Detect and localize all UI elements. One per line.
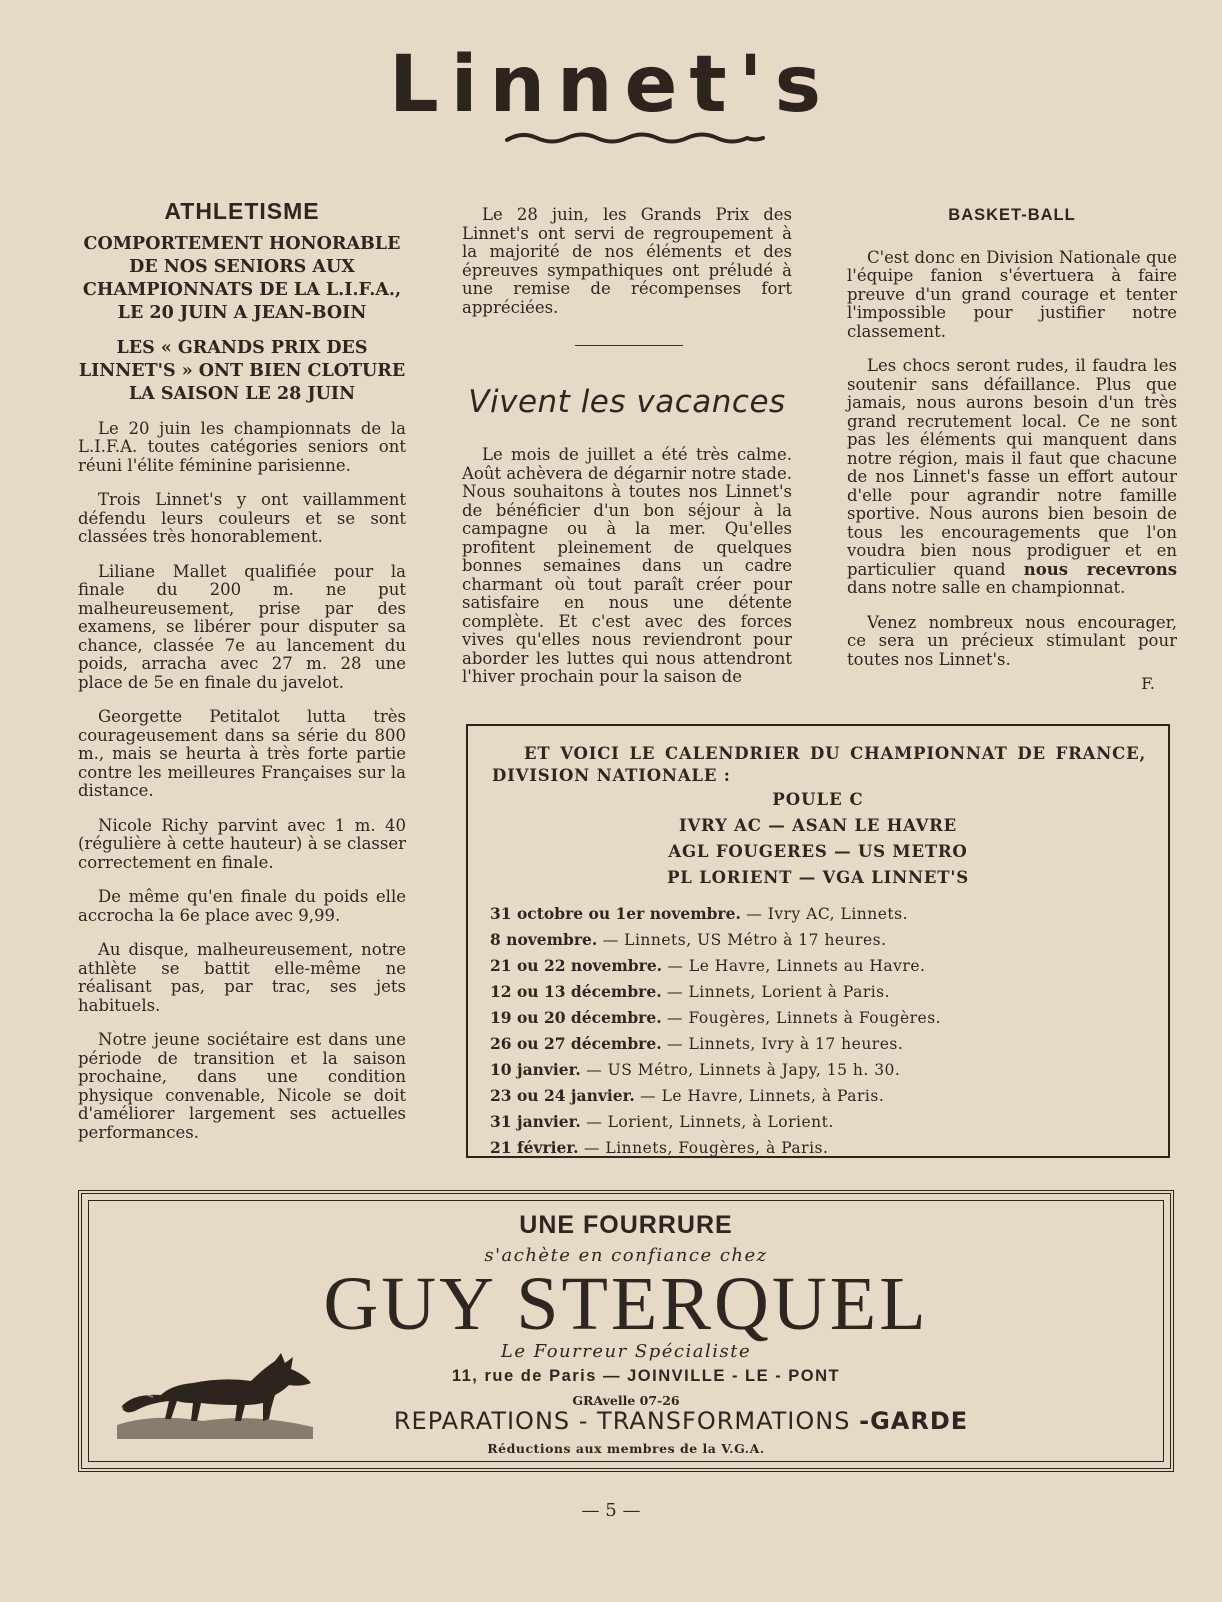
fixture-details: — Linnets, Ivry à 17 heures.	[667, 1035, 904, 1053]
athletisme-paragraph: Notre jeune sociétaire est dans une période de transition et la saison prochaine, dans une condition physique convenable, Nicole se doit d'améliorer largement ses actuelles performances.	[78, 1030, 406, 1142]
fixture-list	[490, 901, 1168, 1161]
fixture-date: 10 janvier.	[490, 1060, 581, 1079]
fixture-details: — Lorient, Linnets, à Lorient.	[586, 1113, 834, 1131]
calendar-box	[466, 724, 1170, 1158]
advert-brand-name: GUY STERQUEL	[323, 1262, 929, 1346]
poule-label: POULE C	[772, 790, 864, 809]
basket-paragraph-2	[847, 357, 1177, 598]
basket-paragraph: C'est donc en Division Nationale que l'équipe fanion s'évertuera à faire preuve d'un grand courage et tenter l'impossible pour justifier notre classement.	[847, 247, 1177, 341]
match-pairing: AGL FOUGERES — US METRO	[668, 842, 968, 861]
fixture-details: — Linnets, Lorient à Paris.	[667, 983, 891, 1001]
athletisme-column	[78, 198, 406, 1158]
fixture-row	[490, 1057, 1168, 1083]
masthead-title: Linnet's	[389, 40, 833, 130]
fixture-row	[490, 953, 1168, 979]
match-pairing: IVRY AC — ASAN LE HAVRE	[678, 816, 958, 835]
athletisme-paragraph: Au disque, malheureusement, notre athlète se battit elle-même ne réalisant pas, par trac, ses jets habituels.	[78, 940, 406, 1015]
advert-reduction: Réductions aux membres de la V.G.A.	[487, 1441, 765, 1456]
vacances-paragraph: Le mois de juillet a été très calme. Août achèvera de dégarnir notre stade. Nous souhaitons à toutes nos Linnet's de bénéficier d'un bon séjour à la campagne ou à la mer. Qu'elles profitent pleinement de quelques bonnes semaines dans un cadre charmant où tout paraît créer pour satisfaire en nous une détente complète. Et c'est avec des forces vives qu'elles nous reviendront pour aborder les luttes qui nous attendront l'hiver prochain pour la saison de	[462, 445, 792, 686]
fixture-details: — Fougères, Linnets à Fougères.	[667, 1009, 942, 1027]
wave-ornament	[505, 128, 765, 148]
athletisme-headline-2: LES « GRANDS PRIX DES LINNET'S » ONT BIEN CLOTURE LA SAISON LE 28 JUIN	[78, 337, 406, 404]
fixture-date: 8 novembre.	[490, 930, 598, 949]
fixture-row	[490, 979, 1168, 1005]
basket-p2-bold: nous recevrons	[1023, 559, 1177, 579]
fixture-row	[490, 927, 1168, 953]
fixture-row	[490, 901, 1168, 927]
basket-paragraph: Venez nombreux nous encourager, ce sera un précieux stimulant pour toutes nos Linnet's.	[847, 612, 1177, 669]
fixture-date: 19 ou 20 décembre.	[490, 1008, 662, 1027]
fixture-date: 21 février.	[490, 1138, 579, 1157]
grands-prix-article	[462, 206, 792, 333]
advert-subline: s'achète en confiance chez	[484, 1245, 768, 1266]
fixture-date: 23 ou 24 janvier.	[490, 1086, 635, 1105]
fixture-details: — Ivry AC, Linnets.	[746, 905, 909, 923]
fixture-date: 31 octobre ou 1er novembre.	[490, 904, 741, 923]
athletisme-paragraph: Nicole Richy parvint avec 1 m. 40 (régulière à cette hauteur) à se classer correctement en finale.	[78, 815, 406, 872]
advert-inner-frame	[88, 1200, 1164, 1462]
basket-title: BASKET-BALL	[948, 206, 1076, 224]
fixture-details: — Le Havre, Linnets au Havre.	[667, 957, 926, 975]
athletisme-paragraph: Trois Linnet's y ont vaillamment défendu leurs couleurs et se sont classées très honorablement.	[78, 490, 406, 546]
fur-advertisement	[78, 1190, 1174, 1472]
advert-headline: UNE FOURRURE	[519, 1211, 733, 1239]
vacances-article	[462, 446, 792, 703]
match-pairing: PL LORIENT — VGA LINNET'S	[667, 868, 969, 887]
athletisme-paragraph: De même qu'en finale du poids elle accrocha la 6e place avec 9,99.	[78, 887, 406, 925]
fixture-date: 12 ou 13 décembre.	[490, 982, 662, 1001]
fixture-row	[490, 1031, 1168, 1057]
basket-column	[847, 206, 1177, 694]
athletisme-paragraph: Liliane Mallet qualifiée pour la finale du 200 m. ne put malheureusement, prise par des examens, se libérer pour disputer sa chance, classée 7e au lancement du poids, arracha avec 27 m. 28 une place de 5e en finale du javelot.	[78, 561, 406, 692]
fixture-row	[490, 1083, 1168, 1109]
basket-p2-text: Les chocs seront rudes, il faudra les soutenir sans défaillance. Plus que jamais, nous aurons besoin d'un très grand recrutement local. Ce ne sont pas les éléments qui manquent dans notre région, mais il faut que chacune de nos Linnet's fasse un effort autour d'elle pour agrandir notre famille sportive. Nous aurons bien besoin de tous les encouragements que l'on voudra bien nous prodiguer et en particulier quand	[847, 356, 1177, 579]
advert-services-garde: -GARDE	[859, 1407, 969, 1435]
fixture-row	[490, 1109, 1168, 1135]
calendar-heading: ET VOICI LE CALENDRIER DU CHAMPIONNAT DE FRANCE, DIVISION NATIONALE :	[492, 744, 1146, 785]
fixture-details: — Linnets, Fougères, à Paris.	[583, 1139, 829, 1157]
article-divider	[575, 345, 683, 346]
fixture-date: 31 janvier.	[490, 1112, 581, 1131]
athletisme-paragraph: Le 20 juin les championnats de la L.I.F.A. toutes catégories seniors ont réuni l'élite féminine parisienne.	[78, 418, 406, 475]
basket-p2-end: dans notre salle en championnat.	[847, 578, 1126, 597]
signature: F.	[1141, 674, 1155, 693]
fixture-row	[490, 1135, 1168, 1161]
page-number: — 5 —	[581, 1500, 641, 1521]
athletisme-title: ATHLETISME	[164, 198, 320, 224]
vacances-title: Vivent les vacances	[468, 384, 786, 420]
advert-services-text: REPARATIONS - TRANSFORMATIONS	[393, 1407, 851, 1435]
fixture-row	[490, 1005, 1168, 1031]
fixture-date: 26 ou 27 décembre.	[490, 1034, 662, 1053]
advert-tagline: Le Fourreur Spécialiste	[500, 1341, 752, 1362]
grands-prix-paragraph: Le 28 juin, les Grands Prix des Linnet's ont servi de regroupement à la majorité de nos éléments et des épreuves sympathiques ont préludé à une remise de récompenses fort appréciées.	[462, 205, 792, 317]
fox-illustration-icon	[113, 1347, 319, 1439]
fixture-details: — US Métro, Linnets à Japy, 15 h. 30.	[586, 1061, 901, 1079]
advert-address: 11, rue de Paris — JOINVILLE - LE - PONT	[451, 1367, 841, 1385]
athletisme-headline-1: COMPORTEMENT HONORABLE DE NOS SENIORS AUX CHAMPIONNATS DE LA L.I.F.A., LE 20 JUIN A JEAN-BOIN	[82, 233, 402, 323]
fixture-date: 21 ou 22 novembre.	[490, 956, 663, 975]
athletisme-paragraph: Georgette Petitalot lutta très courageusement dans sa série du 800 m., mais se heurta à très forte partie contre les meilleures Françaises sur la distance.	[78, 707, 406, 800]
fixture-details: — Linnets, US Métro à 17 heures.	[602, 931, 887, 949]
fixture-details: — Le Havre, Linnets, à Paris.	[640, 1087, 885, 1105]
advert-phone: GRAvelle 07-26	[572, 1393, 680, 1408]
